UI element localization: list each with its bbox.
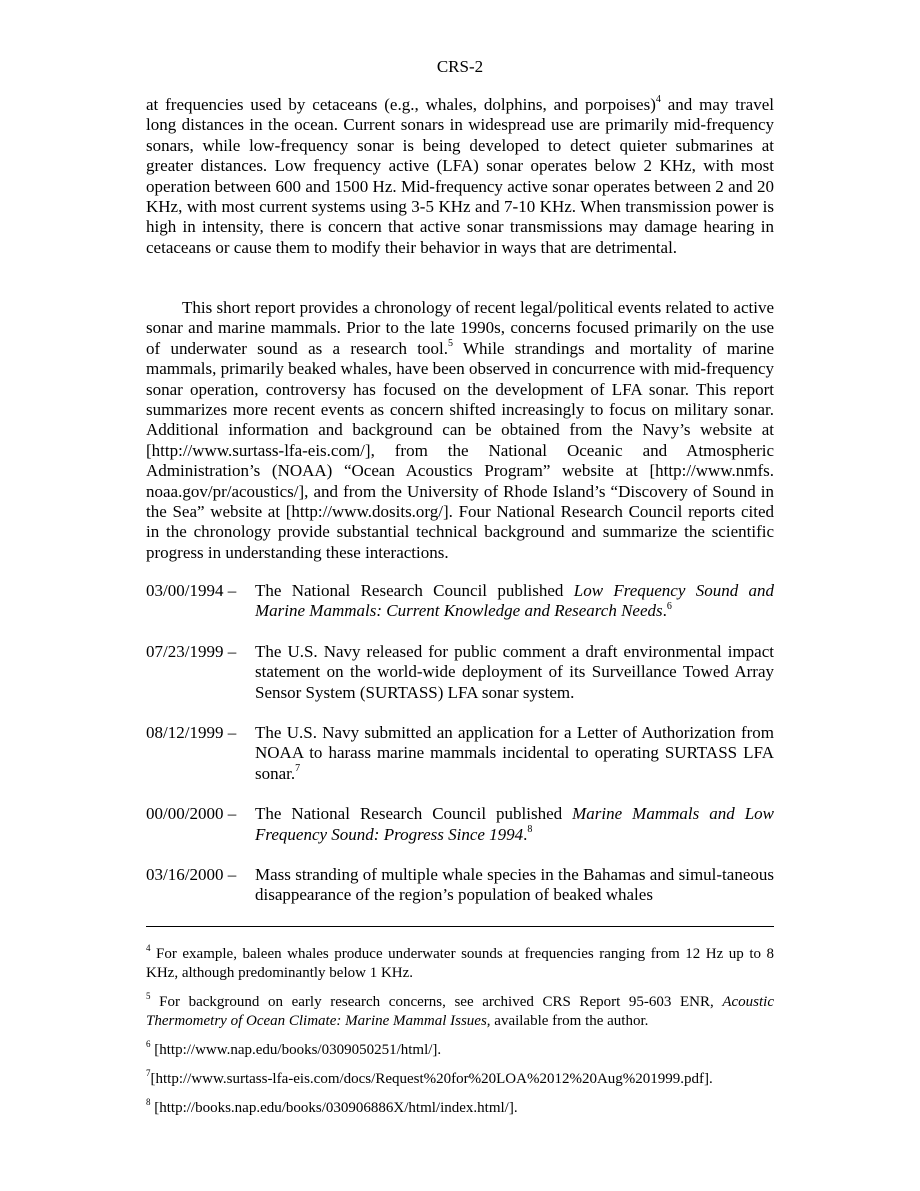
entry-text-segment: The National Research Council published [255, 581, 574, 600]
footnote-text: For background on early research concerns, see archived CRS Report 95-603 ENR, [159, 994, 723, 1010]
footnote-number: 6 [146, 1039, 151, 1049]
publication-title: Low Frequency Sound and Marine Mammals: Current Knowledge and Research Needs [255, 581, 774, 621]
entry-text-segment: . [662, 601, 667, 621]
footnotes-section [146, 945, 774, 1128]
entry-text [255, 865, 774, 906]
footnote-number: 4 [146, 943, 151, 953]
entry-text-segment: . [523, 824, 528, 844]
paragraph-text: at frequencies used by cetaceans (e.g., whales, dolphins, and porpoises) [146, 95, 656, 114]
footnote-ref[interactable]: 5 [447, 338, 453, 350]
entry-text [255, 642, 774, 703]
footnote-ref[interactable]: 7 [295, 763, 301, 775]
entry-date: 08/12/1999 – [146, 723, 237, 743]
footnote-ref[interactable]: 8 [527, 824, 533, 835]
entry-date: 00/00/2000 – [146, 804, 237, 824]
chronology-entry [146, 723, 774, 784]
footnote-ref[interactable]: 4 [655, 94, 661, 106]
body-paragraph-2 [146, 298, 774, 563]
publication-title: Acoustic Thermometry of Ocean Climate: Marine Mammal Issues [146, 994, 775, 1029]
paragraph-text: While strandings and mortality of marine mammals, primarily beaked whales, have been observed in concurrence with mid-frequency sonar operation, controversy has focused on the development of LFA sonar. This report summarizes more recent events as concern shifted increasingly to focus on military sonar. Additional information and background can be obtained from the Navy’s website at [http://www.surtass-lfa-eis.com/], from the National Oceanic and Atmospheric Administration’s (NOAA) “Ocean Acoustics Program” website at [http://www.nmfs. noaa.gov/pr/acoustics/], and from the University of Rhode Island’s “Discovery of Sound in the Sea” website at [http://www.dosits.org/]. Four National Research Council reports cited in the chronology provide substantial technical background and summarize the scientific progress in understanding these interactions. [146, 338, 774, 562]
footnote-number: 7 [146, 1068, 151, 1078]
footnote-separator [146, 926, 774, 927]
paragraph-text: and may travel long distances in the ocean. Current sonars in widespread use are primarily mid-frequency sonars, while low-frequency sonar is being developed to detect quieter submarines at greater distances. Low frequency active (LFA) sonar operates below 2 KHz, with most operation between 600 and 1500 Hz. Mid-frequency active sonar operates between 2 and 20 KHz, with most current systems using 3-5 KHz and 7-10 KHz. When transmission power is high in intensity, there is concern that active sonar transmissions may damage hearing in cetaceans or cause them to modify their behavior in ways that are detrimental. [146, 95, 774, 257]
footnote-link[interactable]: [http://books.nap.edu/books/030906886X/html/index.html/]. [154, 1100, 518, 1116]
footnote-link[interactable]: [http://www.nap.edu/books/0309050251/html/]. [154, 1042, 442, 1058]
entry-text-segment: The U.S. Navy submitted an application for a Letter of Authorization from NOAA to harass marine mammals incidental to operating SURTASS LFA sonar. [255, 723, 774, 783]
chronology-entry [146, 581, 774, 622]
footnote-text: For example, baleen whales produce underwater sounds at frequencies ranging from 12 Hz up to 8 KHz, although predominantly below 1 KHz. [146, 946, 775, 981]
chronology-list [146, 581, 774, 926]
paragraph-text: This short report provides a chronology of recent legal/political events related to active sonar and marine mammals. Prior to the late 1990s, concerns focused primarily on the use of underwater sound as a research tool. [146, 298, 774, 358]
chronology-entry [146, 804, 774, 845]
footnote-number: 8 [146, 1097, 151, 1107]
footnote [146, 1070, 774, 1089]
entry-text [255, 581, 774, 622]
entry-text-segment: Mass stranding of multiple whale species in the Bahamas and simul-taneous disappearance of the region’s population of beaked whales [255, 865, 774, 905]
body-paragraph-1 [146, 95, 774, 258]
footnote [146, 945, 774, 983]
entry-text-segment: The National Research Council published [255, 804, 573, 824]
footnote [146, 993, 774, 1031]
footnote-text: , available from the author. [486, 1013, 649, 1029]
footnote [146, 1041, 774, 1060]
footnote [146, 1099, 774, 1118]
entry-text [255, 804, 774, 845]
entry-text [255, 723, 774, 784]
entry-text-segment: The U.S. Navy released for public comment a draft environmental impact statement on the world-wide deployment of its Surveillance Towed Array Sensor System (SURTASS) LFA sonar system. [255, 641, 774, 702]
entry-date: 03/16/2000 – [146, 865, 237, 885]
page-header [0, 56, 920, 78]
entry-date: 03/00/1994 – [146, 581, 237, 600]
publication-title: Marine Mammals and Low Frequency Sound: Progress Since 1994 [255, 804, 774, 844]
footnote-link[interactable]: [http://www.surtass-lfa-eis.com/docs/Request%20for%20LOA%2012%20Aug%201999.pdf]. [150, 1071, 713, 1087]
chronology-entry [146, 642, 774, 703]
page-label: CRS-2 [436, 57, 484, 76]
footnote-number: 5 [146, 991, 151, 1001]
footnote-ref[interactable]: 6 [666, 600, 672, 612]
entry-date: 07/23/1999 – [146, 641, 237, 661]
chronology-entry [146, 865, 774, 906]
